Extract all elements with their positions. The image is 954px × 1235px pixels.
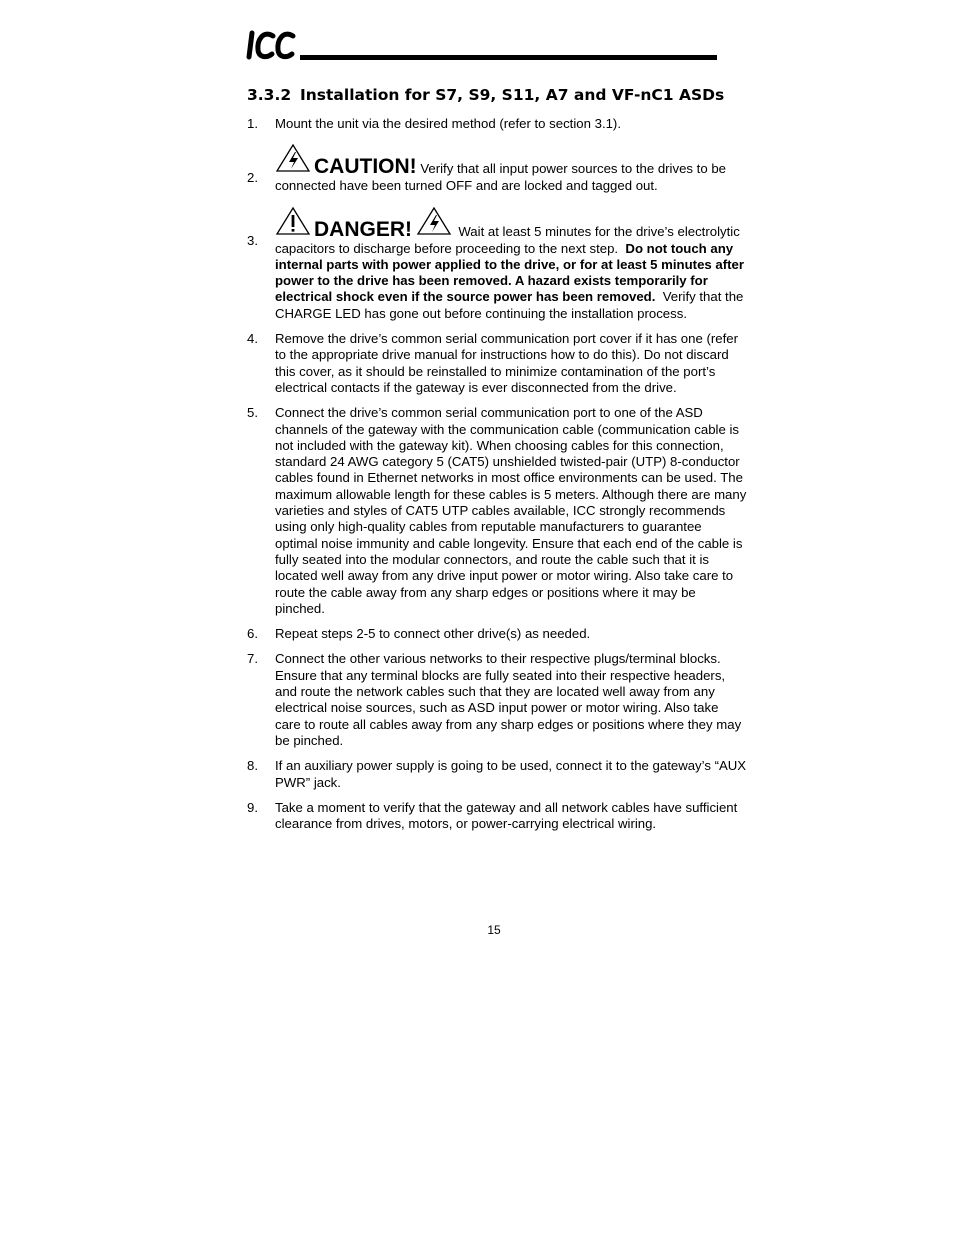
installation-steps (247, 116, 747, 841)
step-text: Connect the drive’s common serial communication port to one of the ASD channels of the gateway with the communication cable (communication cable is not included with the gateway kit). When choosing cables for this connection, standard 24 AWG category 5 (CAT5) unshielded twisted-pair (UTP) 8-conductor cables found in Ethernet networks in most office environments can be used. The maximum allowable length for these cables is 5 meters. Although there are many varieties and styles of CAT5 UTP cables available, ICC strongly recommends using only high-quality cables from reputable manufacturers to guarantee optimal noise immunity and cable longevity. Ensure that each end of the cable is fully seated into the modular connectors, and route the cable such that it is located well away from any drive input power or motor wiring. Also take care to route the cable away from any sharp edges or positions where it may be pinched. (275, 405, 747, 616)
step-number: 6. (247, 626, 258, 642)
step-5 (247, 405, 747, 617)
electrical-hazard-icon (275, 143, 311, 173)
step-7 (247, 651, 747, 749)
exclamation-hazard-icon (275, 206, 311, 236)
step-text: If an auxiliary power supply is going to be used, connect it to the gateway’s “AUX PWR” jack. (275, 758, 747, 790)
icc-logo (245, 24, 305, 64)
section-heading (247, 86, 724, 104)
danger-label: DANGER! (314, 217, 412, 241)
step-2-caution (247, 143, 747, 194)
step-number: 1. (247, 116, 258, 131)
step-3-danger (247, 206, 747, 322)
header-rule (300, 55, 717, 60)
step-9 (247, 800, 747, 833)
step-text: Mount the unit via the desired method (refer to section 3.1). (275, 116, 621, 131)
step-number: 9. (247, 799, 258, 815)
step-8 (247, 758, 747, 791)
step-number: 2. (247, 170, 258, 186)
step-text: Verify that all input power sources to the drives to be connected have been turned OFF and are locked and tagged out. (275, 161, 727, 194)
step-number: 4. (247, 331, 258, 347)
step-text: Take a moment to verify that the gateway and all network cables have sufficient clearance from drives, motors, or power-carrying electrical wiring. (275, 799, 738, 832)
step-1 (247, 116, 747, 132)
step-text: Connect the other various networks to their respective plugs/terminal blocks. Ensure that any terminal blocks are fully seated into their respective headers, and route the network cables such that they are located well away from any electrical noise sources, such as ASD input power or motor wiring. Also take care to route all cables away from any sharp edges or positions where they may be pinched. (275, 651, 742, 748)
step-number: 8. (247, 758, 258, 774)
caution-label: CAUTION! (314, 155, 417, 179)
electrical-hazard-icon (416, 206, 452, 236)
step-text-continued: Verify that the CHARGE LED has gone out before continuing the installation process. (275, 289, 744, 321)
step-text: Wait at least 5 minutes for the drive’s electrolytic capacitors to discharge before proceeding to the next step. (275, 223, 740, 256)
page-number: 15 (487, 923, 501, 937)
danger-warning-bold: Do not touch any internal parts with power applied to the drive, or for at least 5 minutes after power to the drive has been removed. A hazard exists temporarily for electrical shock even if the source power has been removed. (275, 240, 744, 305)
step-text: Repeat steps 2-5 to connect other drive(s) as needed. (275, 626, 591, 642)
step-6 (247, 626, 747, 642)
step-4 (247, 331, 747, 396)
section-number: 3.3.2 (247, 86, 292, 104)
section-title: Installation for S7, S9, S11, A7 and VF-nC1 ASDs (300, 86, 725, 104)
step-text: Remove the drive’s common serial communication port cover if it has one (refer to the appropriate drive manual for instructions how to do this). Do not discard this cover, as it should be reinstalled to minimize contamination of the port’s electrical contacts if the gateway is ever disconnected from the drive. (275, 331, 738, 395)
step-number: 5. (247, 405, 258, 421)
step-number: 3. (247, 232, 258, 248)
step-number: 7. (247, 651, 258, 667)
